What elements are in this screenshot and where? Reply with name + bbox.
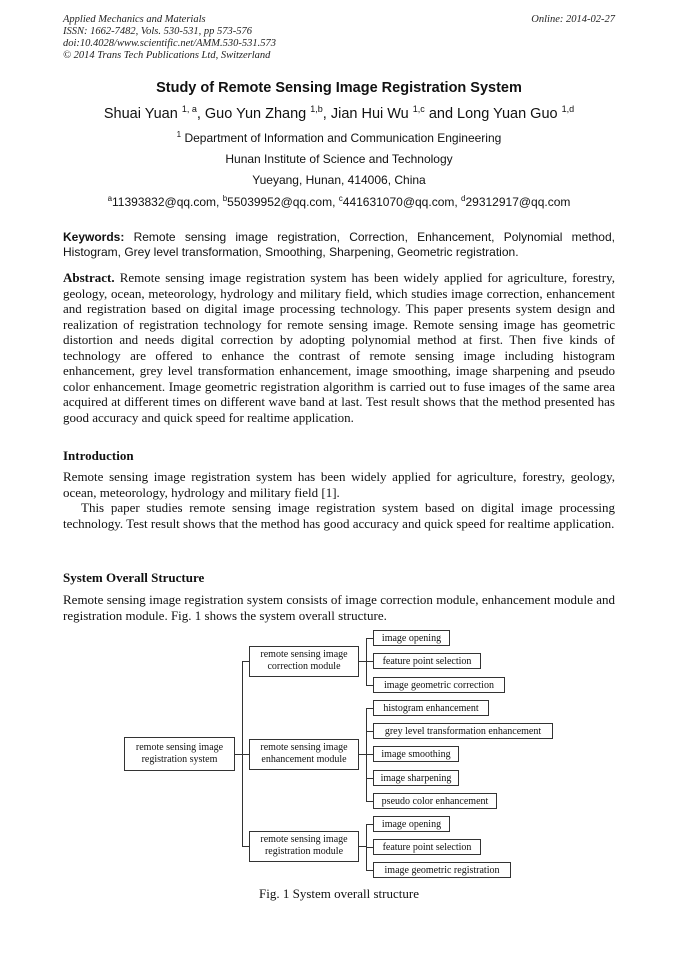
module-node: remote sensing image correction module — [249, 646, 359, 677]
keywords-label: Keywords: — [63, 230, 125, 244]
journal-name: Applied Mechanics and Materials — [63, 14, 206, 25]
paper-title: Study of Remote Sensing Image Registration System — [156, 80, 522, 96]
author-affil-mark: 1,b — [310, 104, 323, 114]
intro-paragraph: This paper studies remote sensing image registration system based on digital image processing technology. Test result shows that the method has good accuracy and quick speed for realtime application. — [63, 500, 615, 531]
connector-line — [359, 846, 366, 847]
leaf-node: image opening — [373, 816, 450, 832]
online-date: Online: 2014-02-27 — [531, 14, 615, 25]
email-link[interactable]: 29312917@qq.com — [465, 195, 571, 209]
author-affil-mark: 1, a — [181, 104, 197, 114]
journal-copyright: © 2014 Trans Tech Publications Ltd, Switzerland — [63, 50, 271, 61]
abstract — [63, 270, 615, 425]
connector-line — [366, 801, 373, 802]
leaf-node: image opening — [373, 630, 450, 646]
abstract-label: Abstract. — [63, 270, 115, 285]
author-name: Long Yuan Guo — [457, 105, 558, 122]
affil-mark: 1 — [176, 130, 182, 139]
leaf-node: feature point selection — [373, 839, 481, 855]
author-name: Shuai Yuan — [103, 105, 178, 122]
leaf-node: pseudo color enhancement — [373, 793, 497, 809]
structure-paragraph: Remote sensing image registration system consists of image correction module, enhancement module and registration module. Fig. 1 shows the system overall structure. — [63, 592, 615, 623]
connector-line — [242, 661, 249, 662]
module-node: remote sensing image enhancement module — [249, 739, 359, 770]
leaf-node: image geometric correction — [373, 677, 505, 693]
intro-heading: Introduction — [63, 448, 134, 463]
email-link[interactable]: 441631070@qq.com, — [342, 195, 462, 209]
journal-header — [63, 14, 276, 62]
author-affil-mark: 1,c — [412, 104, 425, 114]
connector-line — [366, 847, 373, 848]
affiliation-dept: $^1$ Department of Information and Communication Engineering — [176, 130, 502, 145]
module-node: remote sensing image registration module — [249, 831, 359, 862]
journal-doi[interactable]: doi:10.4028/www.scientific.net/AMM.530-531.573 — [63, 38, 276, 49]
abstract-text: Remote sensing image registration system has been widely applied for agriculture, forestry, geology, ocean, meteorology, hydrology and military field, which studies image correction, enhancement and registration based on digital image processing technology. This paper presents system design and realization of registration technology for remote sensing image. Remote sensing image has geometric distortion and needs digital correction by adopting polynomial method at first. Then five kinds of technology are offered to enhance the contrast of remote sensing image including histogram enhancement, grey level transformation enhancement, image smoothing, image sharpening and pseudo color enhancement. Image geometric registration algorithm is carried out to fuse images of the same area acquired at different times on different wave band at last. Test result shows that the method presented has good accuracy and quick speed for realtime application. — [63, 270, 615, 425]
leaf-node: image sharpening — [373, 770, 459, 786]
leaf-node: image geometric registration — [373, 862, 511, 878]
journal-issn: ISSN: 1662-7482, Vols. 530-531, pp 573-576 — [63, 26, 252, 37]
leaf-node: feature point selection — [373, 653, 481, 669]
connector-line — [366, 708, 367, 802]
connector-line — [359, 754, 366, 755]
keywords-text: Remote sensing image registration, Correction, Enhancement, Polynomial method, Histogram, Grey level transformation, Smoothing, Sharpening, Geometric registration. — [63, 230, 615, 259]
connector-line — [366, 870, 373, 871]
affiliation-institute: Hunan Institute of Science and Technology — [225, 152, 453, 166]
leaf-node: grey level transformation enhancement — [373, 723, 553, 739]
connector-line — [366, 638, 367, 686]
connector-line — [366, 731, 373, 732]
leaf-node: histogram enhancement — [373, 700, 489, 716]
connector-line — [366, 778, 373, 779]
connector-line — [366, 708, 373, 709]
connector-line — [242, 846, 249, 847]
connector-line — [366, 638, 373, 639]
connector-line — [366, 754, 373, 755]
author-name: Guo Yun Zhang — [204, 105, 307, 122]
intro-body — [63, 469, 615, 531]
connector-line — [366, 661, 373, 662]
leaf-node: image smoothing — [373, 746, 459, 762]
author-name: Jian Hui Wu — [330, 105, 409, 122]
affiliation-city: Yueyang, Hunan, 414006, China — [252, 173, 426, 187]
email-link[interactable]: 11393832@qq.com, — [112, 195, 223, 209]
figure-caption: Fig. 1 System overall structure — [259, 886, 419, 901]
author-line: Shuai Yuan $^{1, a}$, Guo Yun Zhang $^{1,b}$, Jian Hui Wu $^{1,c}$ and Long Yuan Guo $^{1,d}$ — [103, 104, 575, 122]
email-link[interactable]: 55039952@qq.com, — [227, 195, 339, 209]
connector-line — [359, 661, 366, 662]
connector-line — [366, 685, 373, 686]
intro-paragraph: Remote sensing image registration system has been widely applied for agriculture, forestry, geology, ocean, meteorology, hydrology and military field [1]. — [63, 469, 615, 500]
author-emails: $^a$11393832@qq.com, $^b$55039952@qq.com, $^c$441631070@qq.com, $^d$29312917@qq.com — [107, 194, 571, 209]
connector-line — [242, 754, 249, 755]
author-affil-mark: 1,d — [561, 104, 575, 114]
connector-line — [366, 824, 373, 825]
root-node: remote sensing image registration system — [124, 737, 235, 771]
keywords — [63, 230, 615, 260]
structure-heading: System Overall Structure — [63, 570, 205, 585]
